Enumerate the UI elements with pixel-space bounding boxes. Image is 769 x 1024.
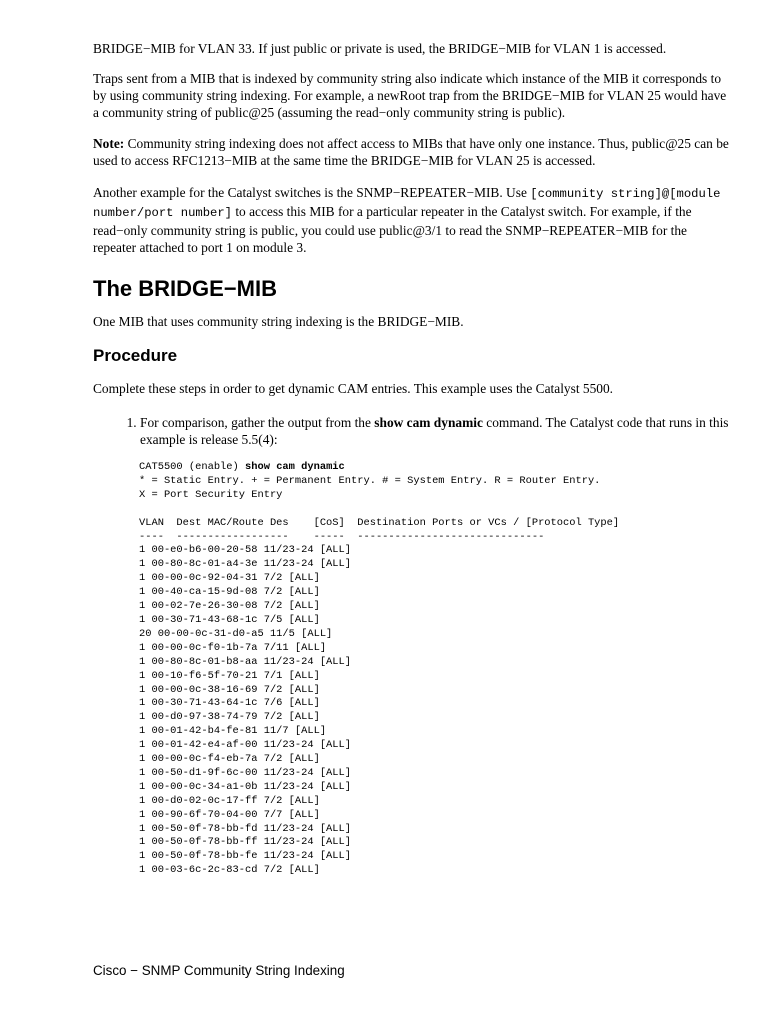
- procedure-steps: [93, 414, 733, 448]
- repeater-text-before: Another example for the Catalyst switches is the SNMP−REPEATER−MIB. Use: [93, 185, 531, 200]
- paragraph-traps: Traps sent from a MIB that is indexed by community string also indicate which instance of the MIB it corresponds to by using community string indexing. For example, a newRoot trap from the BRIDGE−MIB for VLAN 25 would have a community string of public@25 (assuming the read−only community string is public).: [93, 71, 727, 120]
- note-label: Note:: [93, 136, 125, 151]
- paragraph-repeater-example: [93, 184, 733, 256]
- repeater-text-after: to access this MIB for a particular repeater in the Catalyst switch. For example, if the read−only community string is public, you could use public@3/1 to read the SNMP−REPEATER−MIB for the repeater attached to port 1 on module 3.: [93, 204, 692, 255]
- procedure-intro: Complete these steps in order to get dynamic CAM entries. This example uses the Catalyst 5500.: [93, 381, 614, 396]
- code-prompt: CAT5500 (enable): [139, 461, 246, 473]
- repeater-syntax-code: [community string]@[module number/port number]: [93, 187, 721, 220]
- code-output: * = Static Entry. + = Permanent Entry. # = System Entry. R = Router Entry. X = Port Security Entry VLAN Dest MAC/Route Des [CoS] Destination Ports or VCs / [Protocol Type] ---- ------------------ ----- ------------------------------ 1 00-e0-b6-00-20-58 11/23-24 [ALL] 1 00-80-8c-01-a4-3e 11/23-24 [ALL] 1 00-00-0c-92-04-31 7/2 [ALL] 1 00-40-ca-15-9d-08 7/2 [ALL] 1 00-02-7e-26-30-08 7/2 [ALL] 1 00-30-71-43-68-1c 7/5 [ALL] 20 00-00-0c-31-d0-a5 11/5 [ALL] 1 00-00-0c-f0-1b-7a 7/11 [ALL] 1 00-80-8c-01-b8-aa 11/23-24 [ALL] 1 00-10-f6-5f-70-21 7/1 [ALL] 1 00-00-0c-38-16-69 7/2 [ALL] 1 00-30-71-43-64-1c 7/6 [ALL] 1 00-d0-97-38-74-79 7/2 [ALL] 1 00-01-42-b4-fe-81 11/7 [ALL] 1 00-01-42-e4-af-00 11/23-24 [ALL] 1 00-00-0c-f4-eb-7a 7/2 [ALL] 1 00-50-d1-9f-6c-00 11/23-24 [ALL] 1 00-00-0c-34-a1-0b 11/23-24 [ALL] 1 00-d0-02-0c-17-ff 7/2 [ALL] 1 00-90-6f-70-04-00 7/7 [ALL] 1 00-50-0f-78-bb-fd 11/23-24 [ALL] 1 00-50-0f-78-bb-ff 11/23-24 [ALL] 1 00-50-0f-78-bb-fe 11/23-24 [ALL] 1 00-03-6c-2c-83-cd 7/2 [ALL]: [139, 474, 620, 877]
- procedure-title: Procedure: [93, 346, 178, 365]
- section-intro: One MIB that uses community string indexing is the BRIDGE−MIB.: [93, 314, 464, 329]
- step1-text-after: command. The Catalyst code that runs in this example is release 5.5(4):: [140, 415, 729, 447]
- cam-output-code-block: [139, 461, 733, 878]
- section-title: The BRIDGE−MIB: [93, 276, 277, 301]
- step1-command: show cam dynamic: [374, 415, 483, 430]
- step1-text-before: For comparison, gather the output from the: [140, 415, 375, 430]
- note-text: Community string indexing does not affect access to MIBs that have only one instance. Thus, public@25 can be used to access RFC1213−MIB at the same time the BRIDGE−MIB for VLAN 25 is accessed.: [93, 136, 729, 168]
- procedure-step-1: [140, 414, 733, 448]
- page-footer: Cisco − SNMP Community String Indexing: [93, 963, 345, 978]
- paragraph-bridge-mib-vlan: BRIDGE−MIB for VLAN 33. If just public or private is used, the BRIDGE−MIB for VLAN 1 is accessed.: [93, 41, 667, 56]
- document-page: [93, 40, 733, 878]
- code-command: show cam dynamic: [245, 461, 345, 473]
- paragraph-note: [93, 135, 733, 169]
